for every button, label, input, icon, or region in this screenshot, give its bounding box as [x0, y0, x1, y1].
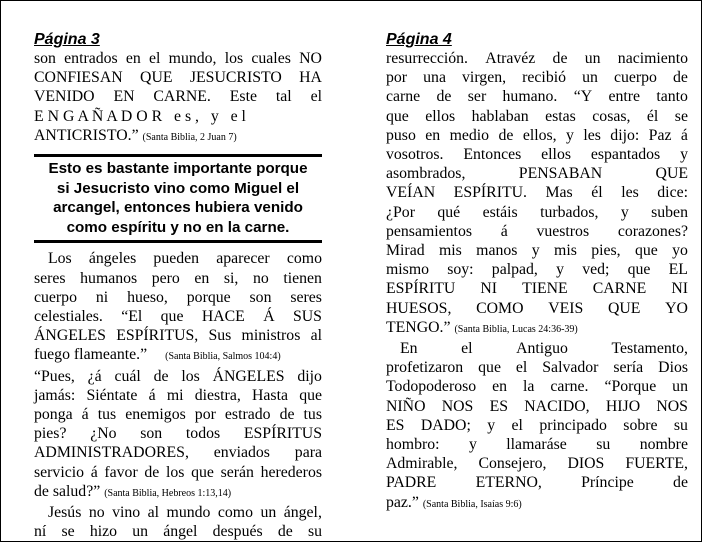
word: VEIS	[548, 299, 584, 317]
word: se	[61, 523, 75, 541]
bible-reference: (Santa Biblia, Hebreos 1:13,14)	[104, 487, 232, 499]
text-line	[34, 326, 322, 345]
word: en	[425, 126, 441, 144]
text-line	[34, 443, 322, 462]
word: de	[144, 463, 160, 481]
word: ESPÍRITUS	[243, 425, 322, 443]
text-line	[386, 454, 688, 473]
text-line	[386, 279, 688, 298]
word: nombre	[639, 436, 688, 454]
text-line	[34, 424, 322, 443]
text-line	[386, 107, 688, 126]
word: los	[224, 50, 244, 67]
word: de	[498, 126, 514, 144]
word: VENIDO	[34, 88, 95, 106]
text-line	[34, 126, 322, 147]
word: ellos	[541, 146, 571, 164]
word: seres	[34, 269, 66, 287]
word: hombro:	[386, 436, 440, 454]
word: como	[286, 250, 322, 268]
text-line	[34, 307, 322, 326]
word: en	[492, 378, 508, 396]
word: pensamientos	[386, 222, 472, 240]
word: Siéntate	[86, 386, 138, 404]
text-span: fuego flameante.”	[34, 346, 148, 364]
word: un	[260, 504, 277, 522]
word: QUE	[607, 299, 641, 317]
word: Este	[229, 88, 257, 106]
word: Mas	[545, 184, 573, 202]
word: VEÍAN	[386, 184, 436, 202]
word: humanos	[80, 269, 138, 287]
word: JESUCRISTO	[189, 69, 282, 87]
word: ángel,	[283, 504, 322, 522]
word: porque	[186, 288, 231, 306]
word: una	[423, 69, 446, 87]
word: ESPÍRITU	[386, 280, 456, 298]
word: ved;	[582, 261, 610, 279]
word: Atravéz	[485, 50, 536, 67]
text-line	[34, 87, 322, 106]
word: después	[212, 523, 263, 541]
word: mis	[438, 242, 462, 260]
word: á	[90, 463, 98, 481]
text-line	[386, 397, 688, 416]
word: DADO;	[420, 416, 471, 434]
word: En	[400, 340, 418, 358]
word: HACE	[201, 308, 245, 325]
word: el	[310, 88, 322, 106]
word: ángel	[163, 523, 198, 541]
text-line	[386, 318, 688, 339]
word: Á	[263, 308, 275, 325]
word: hablaban	[471, 107, 529, 125]
word: son	[34, 50, 56, 67]
text-line	[386, 299, 688, 318]
word: YO	[665, 299, 688, 317]
word: todos	[185, 425, 221, 443]
word: el	[515, 359, 528, 377]
word: ÁNGELES	[212, 367, 285, 385]
word: á	[500, 222, 508, 240]
word: su	[596, 436, 611, 454]
word: la	[522, 378, 535, 396]
left-page	[34, 31, 322, 541]
word: que	[299, 386, 322, 404]
text-line	[386, 49, 688, 68]
word: CARNE.	[153, 88, 211, 106]
text-line	[386, 87, 688, 106]
word: no	[252, 269, 269, 287]
word: un	[672, 378, 688, 396]
word: nacimiento	[617, 50, 688, 67]
right-paragraph-1	[386, 49, 688, 339]
word: ES	[386, 416, 405, 434]
word: pueden	[153, 250, 200, 268]
word: son	[249, 288, 272, 306]
word: Todopoderoso	[386, 378, 477, 396]
word: ¿No	[90, 425, 117, 443]
text-line: E N G A Ñ A D O R e s , y e l	[34, 107, 246, 125]
word: tanto	[656, 88, 688, 106]
word: virgen,	[462, 69, 507, 87]
word: Entonces	[463, 146, 522, 164]
left-paragraph-2	[34, 249, 322, 503]
text-span: paz.”	[386, 493, 419, 511]
text-line	[34, 269, 322, 288]
word: Antiguo	[516, 340, 568, 358]
word: recibió	[522, 69, 566, 87]
text-line	[34, 503, 322, 522]
word: él	[591, 184, 603, 202]
word: ser	[467, 88, 487, 106]
word: Los	[48, 250, 72, 268]
word: en	[194, 269, 210, 287]
word: estrado	[224, 406, 271, 424]
callout-line: Esto es bastante importante porque	[48, 160, 308, 178]
word: tal	[275, 88, 292, 106]
page-4-heading: Página 4	[386, 31, 452, 48]
word: resurrección.	[386, 50, 469, 67]
word: HA	[299, 69, 322, 87]
word: cuál	[114, 367, 141, 385]
word: Mirad	[386, 242, 425, 260]
word: Paz	[648, 126, 672, 144]
word: serán	[220, 463, 254, 481]
word: ÁNGELES	[34, 327, 106, 345]
word: pies?	[34, 425, 67, 443]
word: SUS	[292, 308, 322, 325]
word: un	[132, 523, 149, 541]
word: EL	[668, 261, 688, 279]
word: aparecer	[216, 250, 270, 268]
word: cuerpo	[613, 69, 657, 87]
word: HIJO	[605, 397, 641, 415]
word: como	[217, 504, 253, 522]
word: son	[140, 425, 163, 443]
word: llamaráse	[506, 436, 567, 454]
word: Consejero,	[478, 455, 547, 473]
text-line	[386, 222, 688, 241]
word: sobre	[623, 416, 658, 434]
word: se	[674, 107, 688, 125]
left-paragraph-3	[34, 503, 322, 541]
word: á	[680, 126, 688, 144]
word: DIOS	[567, 455, 605, 473]
text-line	[34, 386, 322, 405]
word: TIENE	[522, 280, 568, 298]
word: Admirable,	[386, 455, 458, 473]
word: él	[646, 107, 659, 125]
text-line	[386, 358, 688, 377]
text-line	[34, 405, 322, 424]
text-span: de salud?”	[34, 482, 101, 500]
text-line	[34, 522, 322, 541]
word: NOS	[656, 397, 688, 415]
word: les	[621, 184, 639, 202]
text-line	[386, 68, 688, 87]
word: Dios	[658, 359, 688, 377]
word: un	[584, 50, 601, 67]
word: enviados	[213, 444, 270, 462]
word: jamás:	[34, 386, 76, 404]
word: CARNE	[592, 280, 647, 298]
word: sería	[613, 359, 644, 377]
text-line	[386, 416, 688, 435]
word: de	[552, 50, 568, 67]
word: Salvador	[542, 359, 599, 377]
word: de	[153, 367, 169, 385]
bible-reference: (Santa Biblia, Salmos 104:4)	[165, 351, 281, 363]
word: por	[194, 406, 216, 424]
text-line	[386, 339, 688, 358]
word: de	[277, 523, 293, 541]
word: QUE	[655, 165, 688, 183]
word: por	[386, 69, 408, 87]
text-line	[386, 260, 688, 279]
text-line	[386, 164, 688, 183]
word: soy:	[447, 261, 474, 279]
left-intro-paragraph	[34, 49, 322, 147]
word: FUERTE,	[625, 455, 688, 473]
word: hizo	[89, 523, 118, 541]
word: ángeles	[88, 250, 137, 268]
word: NO	[299, 50, 322, 67]
word: y	[556, 261, 564, 279]
word: PADRE	[386, 474, 437, 492]
word: cosas,	[592, 107, 631, 125]
word: que	[386, 107, 409, 125]
word: que	[160, 308, 184, 325]
text-line	[34, 482, 322, 503]
word: vosotros.	[386, 146, 444, 164]
word: ¿á	[87, 367, 102, 385]
word: para	[294, 444, 322, 462]
word: el	[149, 50, 161, 67]
text-span: ANTICRISTO.”	[34, 126, 139, 144]
word: dijo:	[610, 126, 640, 144]
word: de	[673, 474, 688, 492]
word: mismo	[386, 261, 430, 279]
word: mis	[554, 242, 577, 260]
text-line	[34, 463, 322, 482]
word: “Pues,	[34, 367, 75, 385]
page-3-heading: Página 3	[34, 31, 100, 48]
callout-line: como espíritu y no en la carne.	[66, 218, 290, 236]
word: hueso,	[127, 288, 168, 306]
text-line	[386, 435, 688, 454]
word: tus	[97, 406, 117, 424]
word: ní	[34, 523, 47, 541]
word: asombrados,	[386, 165, 466, 183]
word: principado	[539, 416, 607, 434]
word: cuerpo	[34, 288, 77, 306]
word: ellos,	[522, 126, 557, 144]
word: EN	[113, 88, 135, 106]
word: y	[487, 416, 496, 434]
word: dijo	[297, 367, 322, 385]
word: y	[468, 436, 477, 454]
word: manos	[476, 242, 518, 260]
text-span: TENGO.”	[386, 318, 451, 336]
word: PENSABAN	[518, 165, 603, 183]
word: suben	[651, 203, 688, 221]
word: el	[511, 416, 523, 434]
word: NIÑO	[386, 397, 426, 415]
word: cuales	[251, 50, 291, 67]
word: no	[88, 504, 105, 522]
word: humano.	[502, 88, 558, 106]
right-paragraph-2	[386, 339, 688, 514]
word: y	[680, 146, 688, 164]
word: un	[582, 69, 598, 87]
text-line	[34, 345, 322, 366]
word: enemigos	[125, 406, 186, 424]
word: de	[436, 88, 452, 106]
word: diestra,	[194, 386, 241, 404]
word: que	[191, 463, 214, 481]
callout-box	[34, 154, 322, 243]
word: ESPÍRITUS,	[116, 327, 199, 345]
word: les	[583, 126, 601, 144]
word: “Y	[573, 88, 593, 106]
text-line	[34, 288, 322, 307]
word: Sus	[208, 327, 232, 345]
word: yo	[672, 242, 688, 260]
word: que	[634, 242, 658, 260]
word: vino	[112, 504, 141, 522]
text-line	[386, 145, 688, 164]
text-line	[34, 68, 322, 87]
text-line	[386, 241, 688, 260]
word: entrados	[64, 50, 118, 67]
text-line	[386, 183, 688, 202]
word: al	[147, 504, 160, 522]
word: ellos	[425, 107, 456, 125]
word: servicio	[34, 463, 85, 481]
word: ESPÍRITU.	[453, 184, 527, 202]
word: Príncipe	[581, 474, 634, 492]
text-line	[386, 126, 688, 145]
word: y	[531, 242, 540, 260]
bible-reference: (Santa Biblia, Lucas 24:36-39)	[454, 323, 578, 335]
word: estáis	[482, 203, 518, 221]
word: ponga	[34, 406, 73, 424]
word: tus	[303, 406, 322, 424]
word: Testamento,	[611, 340, 688, 358]
text-line	[34, 367, 322, 386]
word: CONFIESAN	[34, 69, 123, 87]
word: turbados,	[540, 203, 599, 221]
word: si,	[223, 269, 239, 287]
word: corazones?	[617, 222, 688, 240]
word: medio	[449, 126, 490, 144]
word: mundo	[166, 504, 211, 522]
word: qué	[437, 203, 461, 221]
word: carne.	[550, 378, 589, 396]
word: ETERNO,	[475, 474, 542, 492]
word: ni	[95, 288, 109, 306]
word: mi	[166, 386, 184, 404]
callout-line: si Jesucristo vino como Miguel el	[56, 179, 300, 197]
word: su	[673, 416, 688, 434]
word: favor	[104, 463, 138, 481]
text-line	[386, 493, 688, 514]
word: palpad,	[491, 261, 538, 279]
text-line	[34, 249, 322, 268]
word: seres	[290, 288, 322, 306]
word: NOS	[441, 397, 474, 415]
word: COMO	[476, 299, 524, 317]
word: que	[478, 359, 501, 377]
word: los	[181, 367, 200, 385]
callout-line: arcangel, entonces hubiera venido	[53, 199, 303, 217]
word: ¿Por	[386, 203, 415, 221]
word: al	[310, 327, 322, 345]
word: que	[627, 261, 651, 279]
text-line	[386, 473, 688, 492]
word: dice:	[657, 184, 688, 202]
word: carne	[386, 88, 421, 106]
word: NACIDO,	[524, 397, 590, 415]
text-line	[386, 203, 688, 222]
word: á	[148, 386, 156, 404]
word: NI	[671, 280, 688, 298]
word: los	[165, 463, 185, 481]
word: herederos	[260, 463, 322, 481]
word: y	[566, 126, 574, 144]
word: NI	[480, 280, 498, 298]
bible-reference: (Santa Biblia, Isaías 9:6)	[422, 498, 522, 510]
word: HUESOS,	[386, 299, 452, 317]
word: “Porque	[604, 378, 657, 396]
word: mundo,	[168, 50, 217, 67]
word: ADMINISTRADORES,	[34, 444, 189, 462]
word: de	[279, 406, 295, 424]
word: en	[125, 50, 141, 67]
right-page	[386, 31, 688, 514]
word: pies,	[591, 242, 621, 260]
word: su	[307, 523, 322, 541]
word: tienen	[283, 269, 322, 287]
word: y	[620, 203, 629, 221]
word: espantados	[590, 146, 661, 164]
word: vuestros	[536, 222, 590, 240]
word: estas	[545, 107, 576, 125]
word: “El	[121, 308, 143, 325]
word: ministros	[241, 327, 301, 345]
word: Hasta	[252, 386, 288, 404]
word: ES	[489, 397, 509, 415]
bible-reference: (Santa Biblia, 2 Juan 7)	[142, 131, 237, 143]
word: QUE	[140, 69, 173, 87]
word: Jesús	[48, 504, 82, 522]
word: entre	[608, 88, 641, 106]
word: puso	[386, 126, 416, 144]
word: á	[81, 406, 89, 424]
word: de	[673, 69, 688, 87]
word: profetizaron	[386, 359, 464, 377]
word: pero	[151, 269, 180, 287]
word: celestiales.	[34, 308, 103, 325]
text-line	[386, 377, 688, 396]
text-line	[34, 49, 322, 68]
word: el	[461, 340, 473, 358]
